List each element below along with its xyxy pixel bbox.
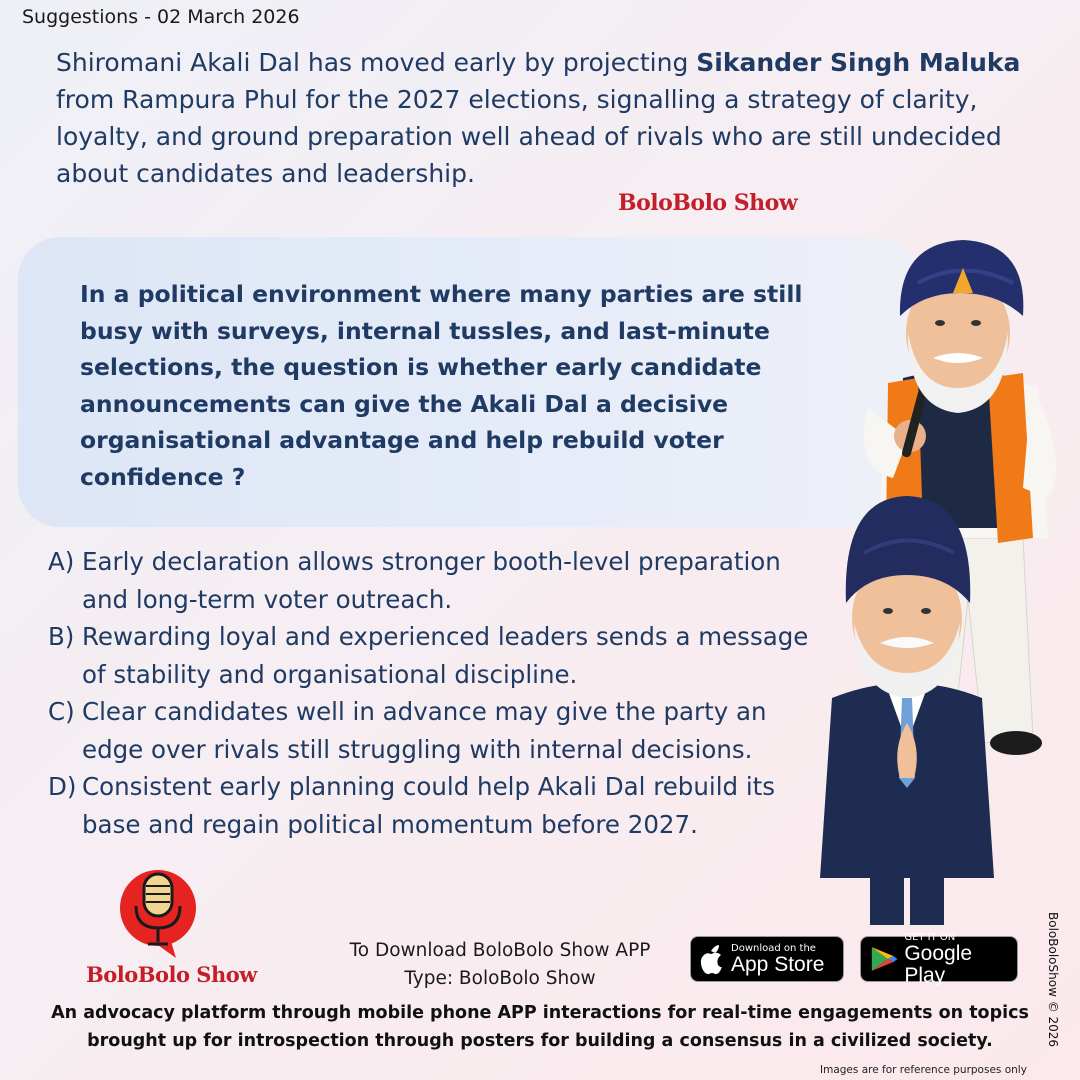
caricature-namaste-illustration (812, 493, 1002, 930)
option-a[interactable] (48, 543, 828, 618)
intro-text-start: Shiromani Akali Dal has moved early by projecting (56, 48, 697, 77)
app-store-big-text: App Store (731, 952, 825, 976)
option-key: A) (48, 547, 75, 576)
option-text: Early declaration allows stronger booth-level preparation and long-term voter outreach. (82, 547, 781, 614)
disclaimer: Images are for reference purposes only (820, 1064, 1027, 1076)
download-instructions (300, 937, 700, 993)
tagline: An advocacy platform through mobile phone APP interactions for real-time engagements on topics brought up for introspection through posters for building a consensus in a civilized society. (51, 1003, 1029, 1051)
candidate-name: Sikander Singh Maluka (696, 48, 1021, 77)
type-line: Type: BoloBolo Show (404, 968, 596, 989)
question-text: In a political environment where many parties are still busy with surveys, internal tussles, and last-minute selections, the question is whether early candidate announcements can give the Akali Dal a decisive organisational advantage and help rebuild voter confidence ? (80, 280, 803, 491)
copyright-text: BoloBoloShow © 2026 (1046, 912, 1060, 1048)
options-list (48, 543, 828, 843)
copyright-vertical (1046, 912, 1066, 1062)
apple-icon (691, 937, 731, 981)
google-play-small-text: GET IT ON (904, 931, 956, 943)
google-play-icon (861, 937, 904, 981)
option-text: Consistent early planning could help Akali Dal rebuild its base and regain political momentum before 2027. (82, 772, 776, 839)
option-text: Clear candidates well in advance may give the party an edge over rivals still struggling with internal decisions. (82, 697, 767, 764)
bolobolo-logo-icon (118, 868, 200, 960)
option-key: C) (48, 697, 75, 726)
app-store-button[interactable] (690, 936, 844, 982)
brand-watermark: BoloBolo Show (618, 190, 798, 216)
option-key: B) (48, 622, 75, 651)
google-play-big-text: Google Play (904, 941, 973, 987)
option-c[interactable] (48, 693, 828, 768)
logo-brand-text: BoloBolo Show (86, 962, 257, 987)
intro-text-end: from Rampura Phul for the 2027 elections, signalling a strategy of clarity, loyalty, and ground preparation well ahead of rivals who are still undecided about candidates and leadership. (56, 85, 1002, 188)
download-line: To Download BoloBolo Show APP (349, 940, 651, 961)
option-b[interactable] (48, 618, 828, 693)
date-label: Suggestions - 02 March 2026 (22, 6, 300, 28)
google-play-button[interactable] (860, 931, 1018, 987)
option-d[interactable] (48, 768, 828, 843)
option-text: Rewarding loyal and experienced leaders sends a message of stability and organisational discipline. (82, 622, 809, 689)
app-store-small-text: Download on the (731, 942, 816, 954)
option-key: D) (48, 772, 77, 801)
intro-paragraph (56, 44, 1046, 192)
